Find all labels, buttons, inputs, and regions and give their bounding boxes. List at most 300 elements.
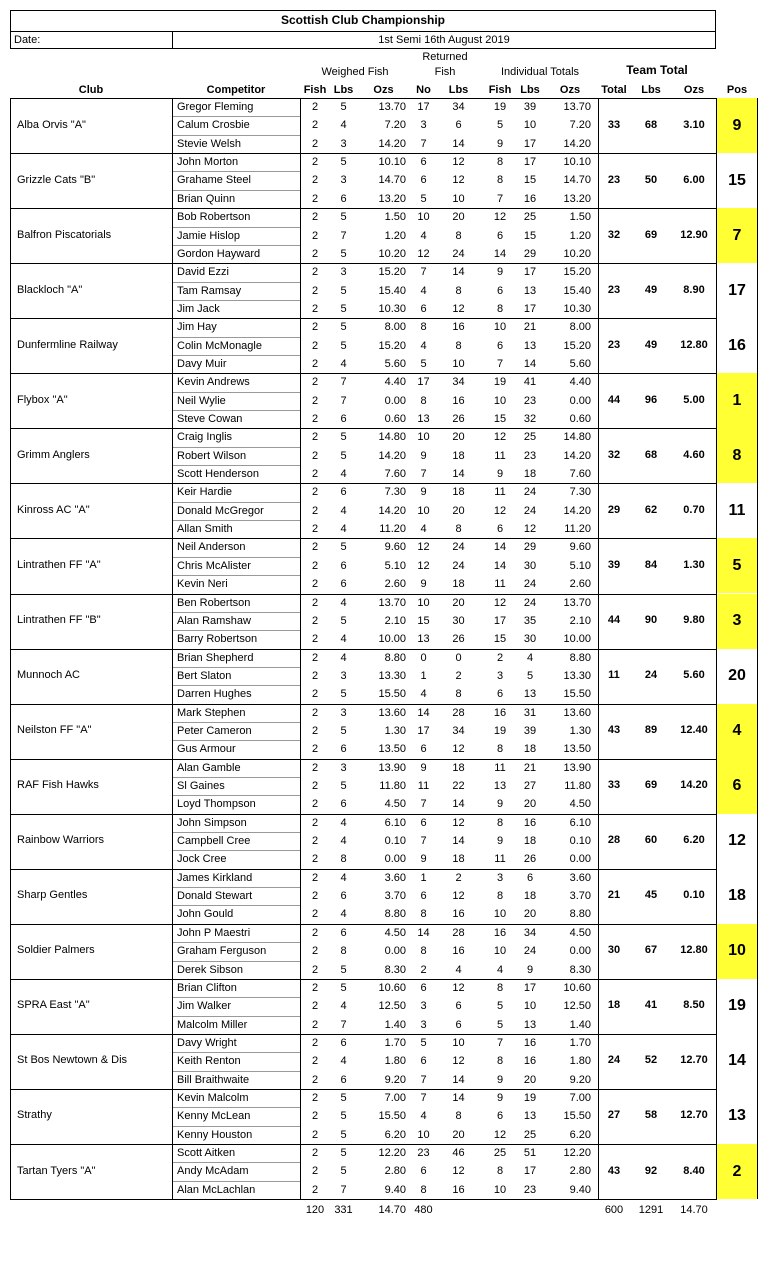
table-cell: 13 — [523, 339, 537, 352]
table-cell: 2 — [311, 798, 319, 811]
table-cell: 41 — [523, 376, 537, 389]
table-cell: 2 — [311, 211, 319, 224]
table-cell: 10 — [523, 1000, 537, 1013]
table-cell: 16 — [493, 706, 507, 719]
table-cell: 2 — [311, 706, 319, 719]
table-cell: 12 — [452, 981, 465, 994]
team-total-cell: 58 — [644, 1109, 658, 1122]
competitor-name: Barry Robertson — [177, 633, 258, 646]
table-cell: 2 — [311, 816, 319, 829]
table-cell: 10 — [493, 394, 507, 407]
footer-total: 14.70 — [680, 1204, 708, 1216]
column-header: Lbs — [333, 84, 354, 96]
table-cell: 18 — [452, 449, 465, 462]
table-cell: 16 — [452, 394, 465, 407]
table-cell: 9 — [496, 1091, 504, 1104]
team-total-cell: 1.30 — [683, 558, 705, 571]
table-cell: 6 — [340, 1073, 347, 1086]
club-name: Blackloch "A" — [17, 283, 83, 296]
table-cell: 4 — [340, 504, 347, 517]
competitor-name: Darren Hughes — [177, 688, 252, 701]
table-cell: 1.30 — [384, 724, 406, 737]
table-cell: 8.80 — [384, 651, 406, 664]
table-cell: 1.80 — [569, 1055, 591, 1068]
table-cell: 6 — [420, 174, 427, 187]
table-cell: 2 — [311, 651, 319, 664]
table-cell: 9.20 — [384, 1073, 406, 1086]
table-cell: 39 — [523, 724, 537, 737]
club-name: Kinross AC "A" — [17, 503, 90, 516]
competitor-name: Andy McAdam — [177, 1165, 249, 1178]
table-cell: 24 — [523, 596, 537, 609]
table-cell: 13.70 — [563, 596, 591, 609]
table-cell: 17 — [523, 1165, 537, 1178]
row-divider — [172, 557, 300, 558]
table-cell: 10 — [417, 504, 430, 517]
table-cell: 14 — [452, 137, 465, 150]
table-cell: 4 — [340, 596, 347, 609]
table-cell: 16 — [452, 945, 465, 958]
table-cell: 5 — [340, 1091, 347, 1104]
row-divider — [172, 392, 300, 393]
table-cell: 7.00 — [384, 1091, 406, 1104]
team-total-cell: 41 — [644, 999, 658, 1012]
competitor-name: Scott Henderson — [177, 468, 259, 480]
table-cell: 9.40 — [384, 1183, 406, 1196]
table-cell: 7 — [420, 137, 427, 150]
table-cell: 12 — [452, 1055, 465, 1068]
header-fish: Fish — [434, 66, 456, 78]
table-cell: 2 — [311, 559, 319, 572]
table-cell: 2 — [311, 1000, 319, 1013]
row-divider — [172, 227, 300, 228]
table-cell: 2 — [311, 468, 319, 480]
table-cell: 12 — [493, 431, 507, 444]
row-divider — [172, 1016, 300, 1017]
table-cell: 2 — [311, 1055, 319, 1068]
table-cell: 8.80 — [569, 651, 591, 664]
table-cell: 16 — [452, 321, 465, 334]
table-cell: 17 — [523, 137, 537, 150]
table-cell: 9 — [420, 486, 427, 499]
table-cell: 6 — [420, 981, 427, 994]
table-cell: 15.20 — [378, 266, 406, 279]
table-cell: 8 — [496, 890, 504, 903]
table-cell: 4 — [340, 1055, 347, 1068]
team-total-cell: 9.80 — [683, 614, 705, 626]
table-cell: 17 — [523, 266, 537, 279]
table-cell: 4 — [420, 688, 427, 701]
row-divider — [172, 740, 300, 741]
table-cell: 1.40 — [384, 1018, 406, 1031]
table-cell: 2 — [311, 1147, 319, 1159]
table-cell: 9 — [496, 1073, 504, 1086]
table-cell: 5 — [340, 724, 347, 737]
table-cell: 14.20 — [563, 504, 591, 517]
table-cell: 1.80 — [384, 1055, 406, 1068]
table-cell: 12 — [452, 890, 465, 903]
competitor-name: Brian Clifton — [177, 981, 237, 994]
competitor-name: Kenny Houston — [177, 1128, 253, 1141]
row-divider — [172, 850, 300, 851]
competitor-name: Tam Ramsay — [177, 284, 242, 297]
table-cell: 14 — [452, 468, 465, 480]
table-cell: 2 — [311, 981, 319, 994]
team-total-cell: 8.50 — [683, 999, 705, 1012]
table-cell: 1.30 — [569, 724, 591, 737]
club-name: Sharp Gentles — [17, 889, 88, 902]
column-header: Lbs — [448, 84, 469, 96]
table-cell: 13.60 — [378, 706, 406, 719]
competitor-name: Grahame Steel — [177, 174, 251, 187]
position-badge: 2 — [717, 1144, 757, 1199]
table-cell: 14 — [493, 247, 507, 260]
team-total-cell: 3.10 — [683, 118, 705, 131]
row-divider — [172, 1052, 300, 1053]
competitor-name: Neil Anderson — [177, 541, 246, 554]
table-cell: 2 — [311, 247, 319, 260]
club-name: Alba Orvis "A" — [17, 118, 86, 131]
team-total-cell: 18 — [607, 999, 621, 1012]
column-divider — [757, 98, 758, 1199]
table-cell: 2 — [311, 596, 319, 609]
table-cell: 15.20 — [563, 266, 591, 279]
table-cell: 8 — [420, 1183, 427, 1196]
competitor-name: Bob Robertson — [177, 211, 251, 224]
table-cell: 10 — [417, 211, 430, 224]
table-cell: 0 — [420, 651, 427, 664]
team-total-cell: 89 — [644, 724, 658, 737]
position-badge: 9 — [717, 98, 757, 153]
table-cell: 5.60 — [384, 357, 406, 370]
table-cell: 29 — [523, 541, 537, 554]
row-divider — [172, 1162, 300, 1163]
table-cell: 28 — [452, 926, 465, 939]
table-cell: 18 — [452, 486, 465, 499]
column-divider — [716, 98, 717, 1199]
team-total-cell: 39 — [607, 558, 621, 571]
team-total-cell: 44 — [607, 393, 621, 406]
table-cell: 13 — [523, 284, 537, 297]
competitor-name: Kevin Neri — [177, 578, 228, 591]
team-total-cell: 12.40 — [680, 724, 708, 737]
table-cell: 4 — [340, 119, 347, 132]
table-cell: 6 — [496, 1110, 504, 1123]
row-divider — [172, 575, 300, 576]
table-cell: 12 — [493, 504, 507, 517]
team-total-cell: 33 — [607, 779, 621, 792]
table-cell: 13.70 — [378, 101, 406, 113]
table-cell: 20 — [452, 1128, 465, 1141]
table-cell: 12 — [417, 559, 430, 572]
table-cell: 2 — [311, 1183, 319, 1196]
position-badge: 12 — [728, 832, 746, 850]
table-cell: 25 — [523, 431, 537, 444]
table-cell: 3 — [420, 119, 427, 132]
team-total-cell: 68 — [644, 448, 658, 461]
table-cell: 10 — [493, 321, 507, 334]
competitor-name: Scott Aitken — [177, 1147, 236, 1159]
competitor-name: Kenny McLean — [177, 1110, 251, 1123]
table-cell: 10 — [493, 908, 507, 921]
row-divider — [172, 832, 300, 833]
table-cell: 1.50 — [569, 211, 591, 224]
divider — [10, 263, 717, 264]
club-name: Flybox "A" — [17, 393, 68, 406]
table-cell: 13.20 — [378, 192, 406, 205]
table-cell: 35 — [523, 614, 537, 627]
row-divider — [172, 722, 300, 723]
table-cell: 17 — [493, 614, 507, 627]
table-cell: 21 — [523, 761, 537, 774]
table-cell: 4 — [420, 1110, 427, 1123]
team-total-cell: 62 — [644, 503, 658, 516]
table-cell: 9.60 — [569, 541, 591, 554]
table-cell: 14.80 — [563, 431, 591, 444]
table-cell: 25 — [523, 1128, 537, 1141]
table-cell: 7 — [420, 266, 427, 279]
table-cell: 12 — [493, 1128, 507, 1141]
table-cell: 2 — [311, 578, 319, 591]
competitor-name: Jock Cree — [177, 853, 227, 866]
table-cell: 7.30 — [384, 486, 406, 499]
table-cell: 14 — [452, 1073, 465, 1086]
team-total-cell: 69 — [644, 228, 658, 241]
team-total-cell: 11 — [608, 669, 620, 681]
table-cell: 2 — [311, 945, 319, 958]
table-cell: 7.20 — [384, 119, 406, 132]
competitor-name: Kevin Andrews — [177, 376, 250, 389]
position-badge: 20 — [728, 667, 746, 685]
position-badge: 19 — [728, 997, 746, 1015]
row-divider — [172, 282, 300, 283]
table-cell: 2 — [311, 431, 319, 444]
footer-total: 1291 — [638, 1204, 664, 1216]
table-cell: 8 — [340, 853, 347, 866]
table-cell: 2 — [311, 376, 319, 389]
table-cell: 13.90 — [563, 761, 591, 774]
table-cell: 12 — [417, 541, 430, 554]
table-cell: 6 — [340, 559, 347, 572]
club-name: Balfron Piscatorials — [17, 228, 112, 241]
column-divider — [300, 98, 301, 1199]
table-cell: 5 — [340, 431, 347, 444]
table-cell: 2 — [311, 688, 319, 701]
table-cell: 2 — [311, 614, 319, 627]
table-cell: 9.20 — [569, 1073, 591, 1086]
divider — [10, 924, 717, 925]
table-cell: 5 — [496, 1018, 504, 1031]
column-divider — [172, 98, 173, 1199]
column-divider — [598, 98, 599, 1199]
column-divider — [10, 98, 11, 1199]
table-cell: 12 — [417, 247, 430, 260]
team-total-cell: 6.00 — [683, 173, 705, 186]
table-cell: 2 — [311, 321, 319, 334]
table-cell: 10 — [417, 596, 430, 609]
table-cell: 10 — [417, 431, 430, 444]
competitor-name: Malcolm Miller — [177, 1018, 248, 1031]
table-cell: 4.40 — [569, 376, 591, 389]
row-divider — [172, 1071, 300, 1072]
table-cell: 6 — [420, 743, 427, 756]
table-cell: 28 — [452, 706, 465, 719]
table-cell: 10.00 — [378, 633, 406, 646]
position-badge: 17 — [728, 281, 746, 299]
footer-total: 331 — [334, 1204, 353, 1216]
table-cell: 5 — [340, 1147, 347, 1159]
table-cell: 6 — [340, 192, 347, 205]
position-badge: 6 — [717, 759, 757, 814]
table-cell: 7.30 — [569, 486, 591, 499]
table-cell: 5.10 — [384, 559, 406, 572]
team-total-cell: 32 — [607, 448, 621, 461]
team-total-cell: 24 — [644, 669, 658, 681]
table-cell: 19 — [523, 1091, 537, 1104]
table-cell: 7 — [420, 468, 427, 480]
table-cell: 8 — [420, 321, 427, 334]
table-cell: 0.00 — [569, 853, 591, 866]
table-cell: 14.80 — [378, 431, 406, 444]
table-cell: 5 — [340, 614, 347, 627]
table-cell: 20 — [452, 596, 465, 609]
table-cell: 19 — [493, 724, 507, 737]
competitor-name: Jim Hay — [177, 321, 217, 334]
table-cell: 2 — [311, 394, 319, 407]
table-cell: 2 — [311, 1128, 319, 1141]
table-cell: 2 — [311, 1165, 319, 1178]
position-badge: 4 — [717, 704, 757, 759]
row-divider — [172, 116, 300, 117]
team-total-cell: 68 — [644, 118, 658, 131]
row-divider — [172, 1181, 300, 1182]
team-total-cell: 43 — [607, 1164, 621, 1177]
divider — [10, 1199, 717, 1200]
table-cell: 8.00 — [384, 321, 406, 334]
table-cell: 5 — [340, 284, 347, 297]
table-cell: 4.40 — [384, 376, 406, 389]
table-cell: 21 — [523, 321, 537, 334]
table-cell: 9 — [420, 761, 427, 774]
table-cell: 14 — [493, 541, 507, 554]
team-total-cell: 23 — [607, 283, 621, 296]
table-cell: 13.30 — [563, 669, 591, 682]
table-cell: 10.00 — [563, 633, 591, 646]
column-header: Fish — [303, 84, 327, 96]
competitor-name: Ben Robertson — [177, 596, 251, 609]
competitor-name: Jim Jack — [177, 302, 220, 315]
table-cell: 1.20 — [384, 229, 406, 242]
competitor-name: Stevie Welsh — [177, 137, 241, 150]
club-name: Neilston FF "A" — [17, 724, 92, 737]
team-total-cell: 24 — [607, 1054, 621, 1067]
club-name: Lintrathen FF "A" — [17, 558, 101, 571]
table-cell: 14.20 — [378, 504, 406, 517]
team-total-cell: 96 — [644, 393, 658, 406]
table-cell: 12.50 — [563, 1000, 591, 1013]
table-cell: 10.30 — [378, 302, 406, 315]
table-cell: 14.70 — [378, 174, 406, 187]
team-total-cell: 49 — [644, 283, 658, 296]
table-cell: 2 — [311, 724, 319, 737]
table-cell: 6 — [340, 798, 347, 811]
table-cell: 3 — [340, 174, 347, 187]
table-cell: 6 — [496, 284, 504, 297]
table-cell: 0.60 — [384, 412, 406, 425]
table-cell: 2 — [455, 669, 462, 682]
row-divider — [172, 942, 300, 943]
table-cell: 2 — [311, 871, 319, 884]
competitor-name: Gordon Hayward — [177, 247, 261, 260]
footer-total: 480 — [414, 1204, 433, 1216]
table-cell: 4.50 — [569, 926, 591, 939]
header-individual-totals: Individual Totals — [500, 66, 580, 78]
table-cell: 15.20 — [378, 339, 406, 352]
team-total-cell: 4.60 — [683, 448, 705, 461]
row-divider — [172, 630, 300, 631]
row-divider — [172, 171, 300, 172]
table-cell: 18 — [523, 743, 537, 756]
table-cell: 26 — [523, 853, 537, 866]
table-cell: 9 — [496, 137, 504, 150]
row-divider — [172, 447, 300, 448]
table-cell: 10.60 — [378, 981, 406, 994]
table-cell: 14 — [523, 357, 537, 370]
row-divider — [172, 887, 300, 888]
table-cell: 2 — [311, 101, 319, 113]
team-total-cell: 12.80 — [680, 338, 708, 351]
divider — [10, 98, 716, 99]
table-cell: 10.10 — [378, 156, 406, 169]
table-cell: 2 — [311, 835, 319, 847]
table-cell: 8 — [455, 229, 462, 242]
table-cell: 2 — [311, 890, 319, 903]
table-cell: 2 — [311, 229, 319, 242]
table-cell: 10.60 — [563, 981, 591, 994]
table-cell: 14 — [417, 706, 430, 719]
table-cell: 6 — [420, 816, 427, 829]
table-cell: 8.30 — [384, 963, 406, 976]
table-cell: 2.10 — [384, 614, 406, 627]
team-total-cell: 6.20 — [683, 834, 705, 847]
table-cell: 4 — [340, 1000, 347, 1013]
row-divider — [172, 1107, 300, 1108]
table-cell: 6 — [496, 688, 504, 701]
table-cell: 13 — [523, 688, 537, 701]
table-cell: 7 — [340, 1018, 347, 1031]
table-cell: 10 — [493, 945, 507, 958]
table-cell: 24 — [523, 504, 537, 517]
table-cell: 5 — [340, 981, 347, 994]
team-total-cell: 12.90 — [680, 228, 708, 241]
table-cell: 3 — [340, 266, 347, 279]
table-cell: 2.80 — [569, 1165, 591, 1178]
table-cell: 6 — [420, 890, 427, 903]
table-cell: 16 — [523, 816, 537, 829]
table-cell: 13.70 — [378, 596, 406, 609]
table-cell: 4 — [420, 229, 427, 242]
club-name: Strathy — [17, 1109, 52, 1122]
team-total-cell: 60 — [644, 834, 658, 847]
table-cell: 24 — [523, 945, 537, 958]
team-total-cell: 8.90 — [683, 283, 705, 296]
table-cell: 19 — [493, 101, 507, 113]
table-cell: 7 — [340, 229, 347, 242]
row-divider — [172, 667, 300, 668]
table-cell: 30 — [452, 614, 465, 627]
table-cell: 30 — [523, 559, 537, 572]
table-cell: 2 — [311, 780, 319, 792]
